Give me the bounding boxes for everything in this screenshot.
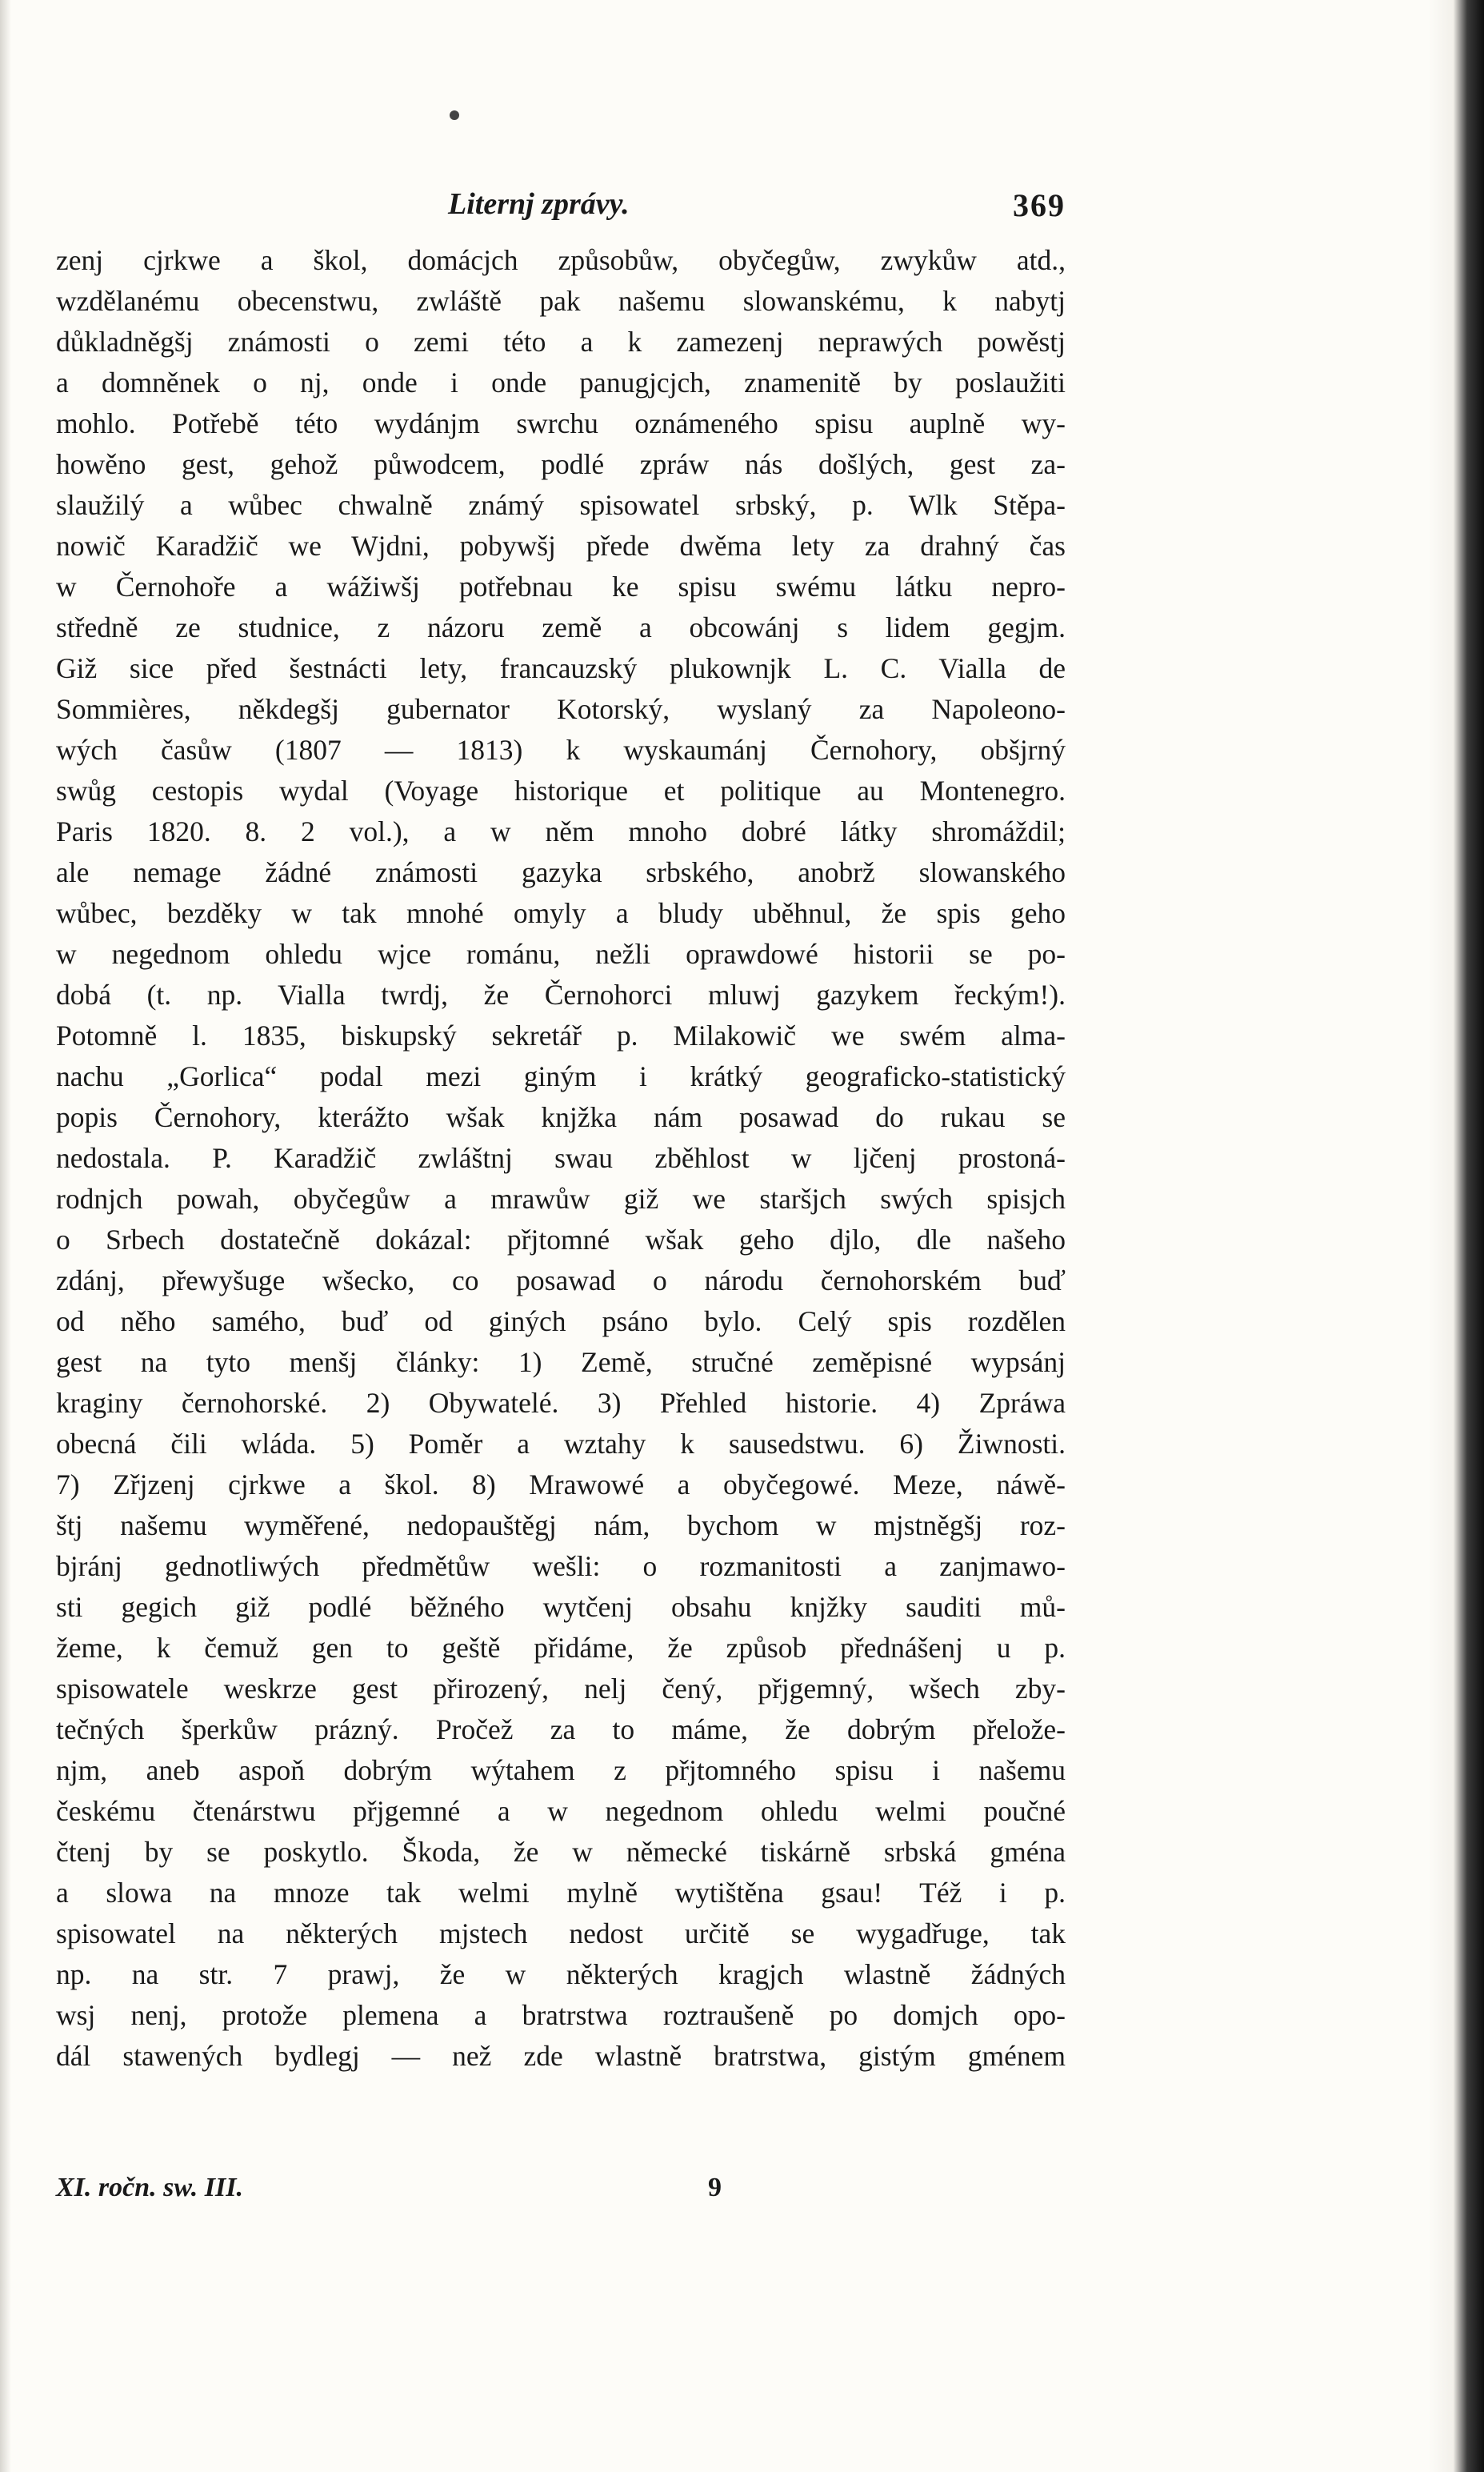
text-line: důkladněgšj známosti o zemi této a k zamezenj neprawých powěstj	[56, 326, 1066, 358]
text-line: Giž sice před šestnácti lety, francauzský plukownjk L. C. Vialla de	[56, 652, 1066, 684]
text-line: dobá (t. np. Vialla twrdj, že Černohorci mluwj gazykem řeckým!).	[56, 979, 1066, 1011]
text-line: sti gegich giž podlé běžného wytčenj obsahu knjžky sauditi mů-	[56, 1591, 1066, 1623]
text-line: njm, aneb aspoň dobrým wýtahem z přjtomného spisu i našemu	[56, 1754, 1066, 1786]
text-line: w Černohoře a wážiwšj potřebnau ke spisu swému látku nepro-	[56, 571, 1066, 603]
text-line: o Srbech dostatečně dokázal: přjtomné wšak geho djlo, dle našeho	[56, 1224, 1066, 1256]
text-line: od něho samého, buď od giných psáno bylo. Celý spis rozdělen	[56, 1305, 1066, 1337]
page-footer	[56, 2173, 1066, 2221]
text-line: středně ze studnice, z názoru země a obcowánj s lidem gegjm.	[56, 611, 1066, 643]
text-line: mohlo. Potřebě této wydánjm swrchu oznámeného spisu auplně wy-	[56, 407, 1066, 439]
text-line: Sommières, někdegšj gubernator Kotorský, wyslaný za Napoleono-	[56, 693, 1066, 725]
text-line: tečných šperkůw prázný. Pročež za to máme, že dobrým přelože-	[56, 1713, 1066, 1745]
text-line: 7) Zřjzenj cjrkwe a škol. 8) Mrawowé a obyčegowé. Meze, náwě-	[56, 1468, 1066, 1500]
text-line: gest na tyto menšj články: 1) Země, stručné zeměpisné wypsánj	[56, 1346, 1066, 1378]
sheet-number: 9	[708, 2173, 722, 2202]
text-line: spisowatele weskrze gest přirozený, nelj čený, přjgemný, wšech zby-	[56, 1673, 1066, 1705]
page-number: 369	[1013, 187, 1066, 223]
book-binding-edge	[1428, 0, 1484, 2472]
text-line: swůg cestopis wydal (Voyage historique et politique au Montenegro.	[56, 775, 1066, 807]
text-line: ale nemage žádné známosti gazyka srbského, anobrž slowanského	[56, 856, 1066, 888]
text-line: žeme, k čemuž gen to geště přidáme, že způsob přednášenj u p.	[56, 1632, 1066, 1664]
ink-dot	[450, 110, 459, 120]
text-line: zenj cjrkwe a škol, domácjch způsobůw, obyčegůw, zwykůw atd.,	[56, 244, 1066, 276]
text-line: dál stawených bydlegj — než zde wlastně bratrstwa, gistým gménem	[56, 2040, 1066, 2072]
text-line: nowič Karadžič we Wjdni, pobywšj přede dwěma lety za drahný čas	[56, 530, 1066, 562]
text-line: štj našemu wyměřené, nedopauštěgj nám, bychom w mjstněgšj roz-	[56, 1509, 1066, 1541]
text-line: nachu „Gorlica“ podal mezi giným i krátký geograficko-statistický	[56, 1060, 1066, 1092]
text-line: rodnjch powah, obyčegůw a mrawůw giž we staršjch swých spisjch	[56, 1183, 1066, 1215]
running-title: Liternj zprávy.	[448, 187, 630, 221]
text-line: bjránj gednotliwých předmětůw wešli: o rozmanitosti a zanjmawo-	[56, 1550, 1066, 1582]
text-line: Potomně l. 1835, biskupský sekretář p. Milakowič we swém alma-	[56, 1020, 1066, 1052]
text-line: čtenj by se poskytlo. Škoda, že w německé tiskárně srbská gména	[56, 1836, 1066, 1868]
text-line: obecná čili wláda. 5) Poměr a wztahy k sausedstwu. 6) Žiwnosti.	[56, 1428, 1066, 1460]
text-line: zdánj, přewyšuge wšecko, co posawad o národu černohorském buď	[56, 1264, 1066, 1296]
running-head	[56, 180, 1066, 228]
text-line: a slowa na mnoze tak welmi mylně wytištěna gsau! Též i p.	[56, 1877, 1066, 1909]
body-text	[56, 240, 1066, 2077]
text-line: wůbec, bezděky w tak mnohé omyly a bludy uběhnul, že spis geho	[56, 897, 1066, 929]
text-line: popis Černohory, kterážto wšak knjžka nám posawad do rukau se	[56, 1101, 1066, 1133]
text-line: howěno gest, gehož půwodcem, podlé zpráw nás došlých, gest za-	[56, 448, 1066, 480]
text-line: a domněnek o nj, onde i onde panugjcjch, znamenitě by poslaužiti	[56, 367, 1066, 399]
signature-mark: XI. ročn. sw. III.	[56, 2173, 243, 2202]
text-line: wsj nenj, protože plemena a bratrstwa roztraušeně po domjch opo-	[56, 1999, 1066, 2031]
text-line: českému čtenárstwu přjgemné a w negednom ohledu welmi poučné	[56, 1795, 1066, 1827]
text-line: nedostala. P. Karadžič zwláštnj swau zběhlost w ljčenj prostoná-	[56, 1142, 1066, 1174]
text-line: wzdělanému obecenstwu, zwláště pak našemu slowanskému, k nabytj	[56, 285, 1066, 317]
text-line: Paris 1820. 8. 2 vol.), a w něm mnoho dobré látky shromáždil;	[56, 815, 1066, 847]
text-line: spisowatel na některých mjstech nedost určitě se wygadřuge, tak	[56, 1917, 1066, 1949]
left-page-edge	[0, 0, 11, 2472]
text-line: wých časůw (1807 — 1813) k wyskaumánj Černohory, obšjrný	[56, 734, 1066, 766]
text-line: slaužilý a wůbec chwalně známý spisowatel srbský, p. Wlk Stěpa-	[56, 489, 1066, 521]
text-line: w negednom ohledu wjce románu, nežli oprawdowé historii se po-	[56, 938, 1066, 970]
text-line: kraginy černohorské. 2) Obywatelé. 3) Přehled historie. 4) Zpráwa	[56, 1387, 1066, 1419]
text-line: np. na str. 7 prawj, že w některých kragjch wlastně žádných	[56, 1958, 1066, 1990]
